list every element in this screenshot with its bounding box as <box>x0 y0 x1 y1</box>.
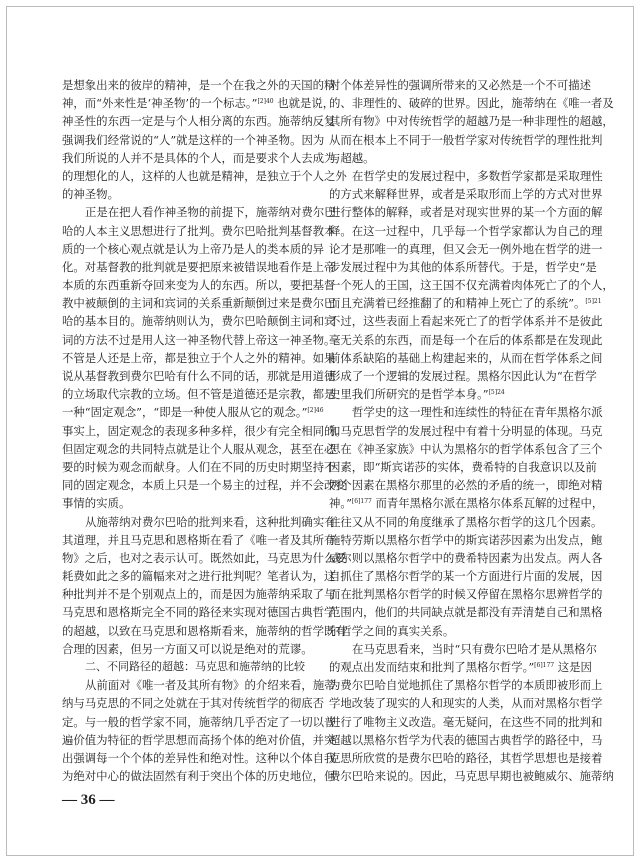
citation-superscript: [6]177 <box>351 498 372 506</box>
text-line <box>329 494 604 512</box>
text-line <box>329 294 602 312</box>
text-line <box>329 222 603 240</box>
line-text: 事实上，固定观念的表现多种多样，很少有完全相同的。 <box>62 423 347 438</box>
line-text: 史里我们所研究的是哲学本身。” <box>329 387 489 402</box>
line-text-rest: 这是因 <box>554 660 592 674</box>
text-line <box>329 567 603 585</box>
text-line <box>62 567 336 585</box>
text-line <box>329 731 603 749</box>
line-text: 而且充满着已经推翻了的和精神上死亡了的系统”。 <box>329 296 586 311</box>
line-text: 本质的东西重新夺回来变为人的东西。所以，要把基督 <box>62 278 336 293</box>
text-line <box>62 731 336 749</box>
line-text: 同的固定观念，本质上只是一个易主的过程，并不会改变 <box>62 478 347 493</box>
line-text: 但固定观念的共同特点就是让个人服从观念，甚至在必 <box>62 441 336 456</box>
text-line <box>329 585 603 603</box>
line-text: 毫无关系的东西，而是每一个在后的体系都是在发现此 <box>329 332 603 347</box>
text-line <box>62 694 324 712</box>
text-line <box>329 603 603 621</box>
line-text: 质的一个核心观点就是认为上帝乃是人的类本质的异 <box>62 241 324 256</box>
text-line <box>329 513 603 531</box>
text-line <box>329 476 603 494</box>
line-text: 从前面对《唯一者及其所有物》的介绍来看，施蒂 <box>85 678 336 693</box>
line-text: 一个死人的王国，这王国不仅充满着肉体死亡了的个人， <box>329 278 614 293</box>
line-text: 从而在根本上不同于一般哲学家对传统哲学的理性批判 <box>329 132 603 147</box>
line-text: 是想象出来的彼岸的精神，是一个在我之外的天国的精 <box>62 78 336 92</box>
text-line <box>329 112 614 130</box>
text-line <box>62 603 336 621</box>
line-text: 其所有物》中对传统哲学的超越乃是一种非理性的超越， <box>329 114 614 129</box>
text-line <box>62 240 324 258</box>
text-line <box>62 312 336 330</box>
line-text: 思在《神圣家族》中认为黑格尔的哲学体系包含了三个 <box>329 441 603 456</box>
text-line <box>329 549 603 567</box>
line-text: 定。与一般的哲学家不同，施蒂纳几乎否定了一切以普 <box>62 714 336 729</box>
line-text: 事情的实质。 <box>62 496 131 511</box>
text-line <box>62 749 336 767</box>
text-line <box>62 531 336 549</box>
line-text: 论才是那唯一的真理，但又会无一例外地在哲学的进一 <box>329 241 603 256</box>
text-line <box>329 185 603 203</box>
page-number: — 36 — <box>62 792 115 808</box>
line-text: 不管是人还是上帝，都是独立于个人之外的精神。如果 <box>62 350 336 365</box>
line-text: 因素，即“斯宾诺莎的实体，费希特的自我意识以及前 <box>329 459 597 474</box>
line-text: 的方式来解释世界，或者是采取形而上学的方式对世界 <box>329 187 603 202</box>
line-text: 为费尔巴哈自觉地抓住了黑格尔哲学的本质即被形而上 <box>329 678 603 693</box>
line-text: 化。对基督教的批判就是要把原来被错误地看作是上帝 <box>62 259 336 274</box>
line-text: 从施蒂纳对费尔巴哈的批判来看，这种批判确实有 <box>85 514 336 529</box>
line-text: 正是在把人看作神圣物的前提下，施蒂纳对费尔巴 <box>85 205 336 220</box>
line-text: 耗费如此之多的篇幅来对之进行批判呢？笔者认为，这 <box>62 569 336 584</box>
section-heading <box>62 658 318 676</box>
line-text: 范围内，他们的共同缺点就是都没有弄清楚自己和黑格 <box>329 605 603 620</box>
text-line <box>329 276 614 294</box>
line-text: 的观点出发而结束和批判了黑格尔哲学。” <box>329 660 535 674</box>
left-column <box>62 76 347 785</box>
text-line <box>62 440 336 458</box>
text-line <box>329 531 603 549</box>
line-text: 释。在这一过程中，几乎每一个哲学家都认为自己的理 <box>329 223 603 238</box>
text-line <box>62 640 318 658</box>
line-text: 形成了一个逻辑的发展过程。黑格尔因此认为“在哲学 <box>329 369 597 383</box>
line-text: 纳与马克思的不同之处就在于其对传统哲学的彻底否 <box>62 696 324 711</box>
text-line <box>329 458 597 476</box>
text-line <box>62 767 336 785</box>
text-line <box>62 294 336 312</box>
text-line <box>329 349 603 367</box>
line-text: 哈的人本主义思想进行了批判。费尔巴哈批判基督教本 <box>62 223 336 238</box>
line-text: 物》之后，也对之表示认可。既然如此，马克思为什么要 <box>62 550 347 565</box>
text-line <box>62 185 318 203</box>
text-line <box>329 240 603 258</box>
text-line <box>329 749 603 767</box>
text-line <box>62 585 336 603</box>
line-text: 前体系缺陷的基础上构建起来的，从而在哲学体系之间 <box>329 350 603 365</box>
line-text: 强调我们经常说的“人”就是这样的一个神圣物。因为 <box>62 132 325 147</box>
citation-superscript: [6]177 <box>534 662 555 669</box>
text-line <box>62 258 336 276</box>
text-line <box>62 676 336 694</box>
line-text: 哲学史的这一理性和连续性的特征在青年黑格尔派 <box>352 405 603 420</box>
line-text: 学地改装了现实的人和现实的人类，从而对黑格尔哲学 <box>329 696 603 711</box>
text-line <box>62 149 336 167</box>
line-text: 神。” <box>329 496 352 511</box>
line-text: 遍价值为特征的哲学思想而高扬个体的绝对价值，并突 <box>62 732 336 747</box>
line-text: 二、不同路径的超越：马克思和施蒂纳的比较 <box>85 660 305 673</box>
line-text: 与超越。 <box>329 150 375 165</box>
text-line <box>329 422 603 440</box>
text-line <box>329 640 598 658</box>
line-text: 的、非理性的、破碎的世界。因此，施蒂纳在《唯一者及 <box>329 96 614 111</box>
line-text: 的理想化的人，这样的人也就是精神，是独立于个人之外 <box>62 168 347 183</box>
line-text-rest: 也就是说， <box>273 96 335 111</box>
line-text: 出强调每一个个体的差异性和绝对性。这种以个体自我 <box>62 750 336 765</box>
text-line <box>62 276 336 294</box>
text-line <box>62 385 336 403</box>
text-line <box>329 658 592 676</box>
text-line <box>62 222 336 240</box>
text-line <box>329 312 603 330</box>
line-text: 自抓住了黑格尔哲学的某一个方面进行片面的发展，因 <box>329 569 603 584</box>
line-text: 我们所说的人并不是具体的个人，而是要求个人去成为 <box>62 150 336 165</box>
right-column <box>329 76 614 785</box>
line-text: 哈的基本目的。施蒂纳则认为，费尔巴哈颠倒主词和宾 <box>62 314 336 329</box>
text-line <box>62 713 336 731</box>
line-text: 神圣性的东西一定是与个人相分离的东西。施蒂纳反复 <box>62 114 336 129</box>
line-text: 施特劳斯以黑格尔哲学中的斯宾诺莎因素为出发点，鲍 <box>329 532 603 547</box>
line-text: 种批判并不是个别观点上的，而是因为施蒂纳采取了与 <box>62 587 336 602</box>
text-line <box>62 476 347 494</box>
line-text: 一种“固定观念”，“即是一种使人服从它的观念。” <box>62 405 308 420</box>
text-line <box>329 440 603 458</box>
text-line <box>329 131 603 149</box>
line-text-rest: 而青年黑格尔派在黑格尔体系瓦解的过程中， <box>371 496 604 511</box>
line-text: 要的时候为观念而献身。人们在不同的历史时期坚持不 <box>62 459 336 474</box>
text-line <box>329 403 603 421</box>
text-line <box>62 131 325 149</box>
text-line <box>329 385 585 403</box>
text-line <box>329 331 603 349</box>
line-text: 的立场取代宗教的立场。但不管是道德还是宗教，都是 <box>62 387 336 402</box>
text-line <box>62 622 347 640</box>
text-line <box>62 76 336 94</box>
line-text: 为绝对中心的做法固然有利于突出个体的历史地位，但 <box>62 769 336 784</box>
citation-superscript: [2]46 <box>307 407 324 415</box>
text-line <box>62 422 347 440</box>
line-text: 对个体差异性的强调所带来的又必然是一个不可描述 <box>329 78 591 92</box>
text-line <box>62 331 336 349</box>
line-text: 词的方法不过是用人这一神圣物代替上帝这一神圣物。 <box>62 332 336 347</box>
text-line <box>62 367 336 385</box>
line-text: 神，而“外来性是‘神圣物’的一个标志。” <box>62 96 258 111</box>
line-text: 费尔巴哈来说的。因此，马克思早期也被鲍威尔、施蒂纳 <box>329 769 614 784</box>
line-text: 尔哲学之间的真实关系。 <box>329 623 455 638</box>
text-line <box>329 694 603 712</box>
text-line <box>329 76 591 94</box>
line-text: 马克思和恩格斯完全不同的路径来实现对德国古典哲学 <box>62 605 336 620</box>
line-text: 威尔则以黑格尔哲学中的费希特因素为出发点。两人各 <box>329 550 603 565</box>
line-text: 的神圣物。 <box>62 187 119 202</box>
line-text: 其道理，并且马克思和恩格斯在看了《唯一者及其所有 <box>62 532 336 547</box>
text-line <box>329 258 597 276</box>
line-text: 步发展过程中为其他的体系所替代。于是，哲学史“是 <box>329 259 597 274</box>
line-text: 进行整体的解释，或者是对现实世界的某一个方面的解 <box>329 205 603 220</box>
text-line <box>62 513 336 531</box>
text-line <box>329 203 603 221</box>
text-line <box>62 494 318 512</box>
text-line <box>329 622 585 640</box>
text-line <box>62 94 335 112</box>
line-text: 的超越，以致在马克思和恩格斯看来，施蒂纳的哲学既有 <box>62 623 347 638</box>
text-line <box>62 549 347 567</box>
line-text: 克思所欣赏的是费尔巴哈的路径，其哲学思想也是接着 <box>329 750 603 765</box>
text-line <box>62 203 336 221</box>
line-text: 两个因素在黑格尔那里的必然的矛盾的统一，即绝对精 <box>329 478 603 493</box>
line-text: 教中被颠倒的主词和宾词的关系重新颠倒过来是费尔巴 <box>62 296 336 311</box>
line-text: 说从基督教到费尔巴哈有什么不同的话，那就是用道德 <box>62 369 336 383</box>
text-line <box>329 167 603 185</box>
text-line <box>329 676 603 694</box>
text-line <box>329 94 614 112</box>
line-text: 超越以黑格尔哲学为代表的德国古典哲学的路径中，马 <box>329 732 603 747</box>
citation-superscript: [5]21 <box>585 298 602 306</box>
text-line <box>329 767 614 785</box>
line-text: 和马克思哲学的发展过程中有着十分明显的体现。马克 <box>329 423 603 438</box>
line-text: 而在批判黑格尔哲学的时候又停留在黑格尔思辨哲学的 <box>329 587 603 602</box>
line-text: 往往又从不同的角度继承了黑格尔哲学的这几个因素。 <box>329 514 603 529</box>
text-line <box>62 112 336 130</box>
line-text: 在马克思看来，当时“只有费尔巴哈才是从黑格尔 <box>352 641 598 656</box>
text-line <box>62 403 324 421</box>
citation-superscript: [5]24 <box>488 389 505 397</box>
text-line <box>62 167 347 185</box>
line-text: 进行了唯物主义改造。毫无疑问，在这些不同的批判和 <box>329 714 603 729</box>
text-line <box>62 458 336 476</box>
citation-superscript: [2]40 <box>257 98 274 106</box>
text-line <box>329 713 603 731</box>
text-line <box>62 349 336 367</box>
line-text: 合理的因素，但另一方面又可以说是绝对的荒谬。 <box>62 641 313 656</box>
text-line <box>329 367 597 385</box>
text-line <box>329 149 585 167</box>
line-text: 在哲学史的发展过程中，多数哲学家都是采取理性 <box>352 168 603 183</box>
line-text: 不过，这些表面上看起来死亡了的哲学体系并不是彼此 <box>329 314 603 329</box>
